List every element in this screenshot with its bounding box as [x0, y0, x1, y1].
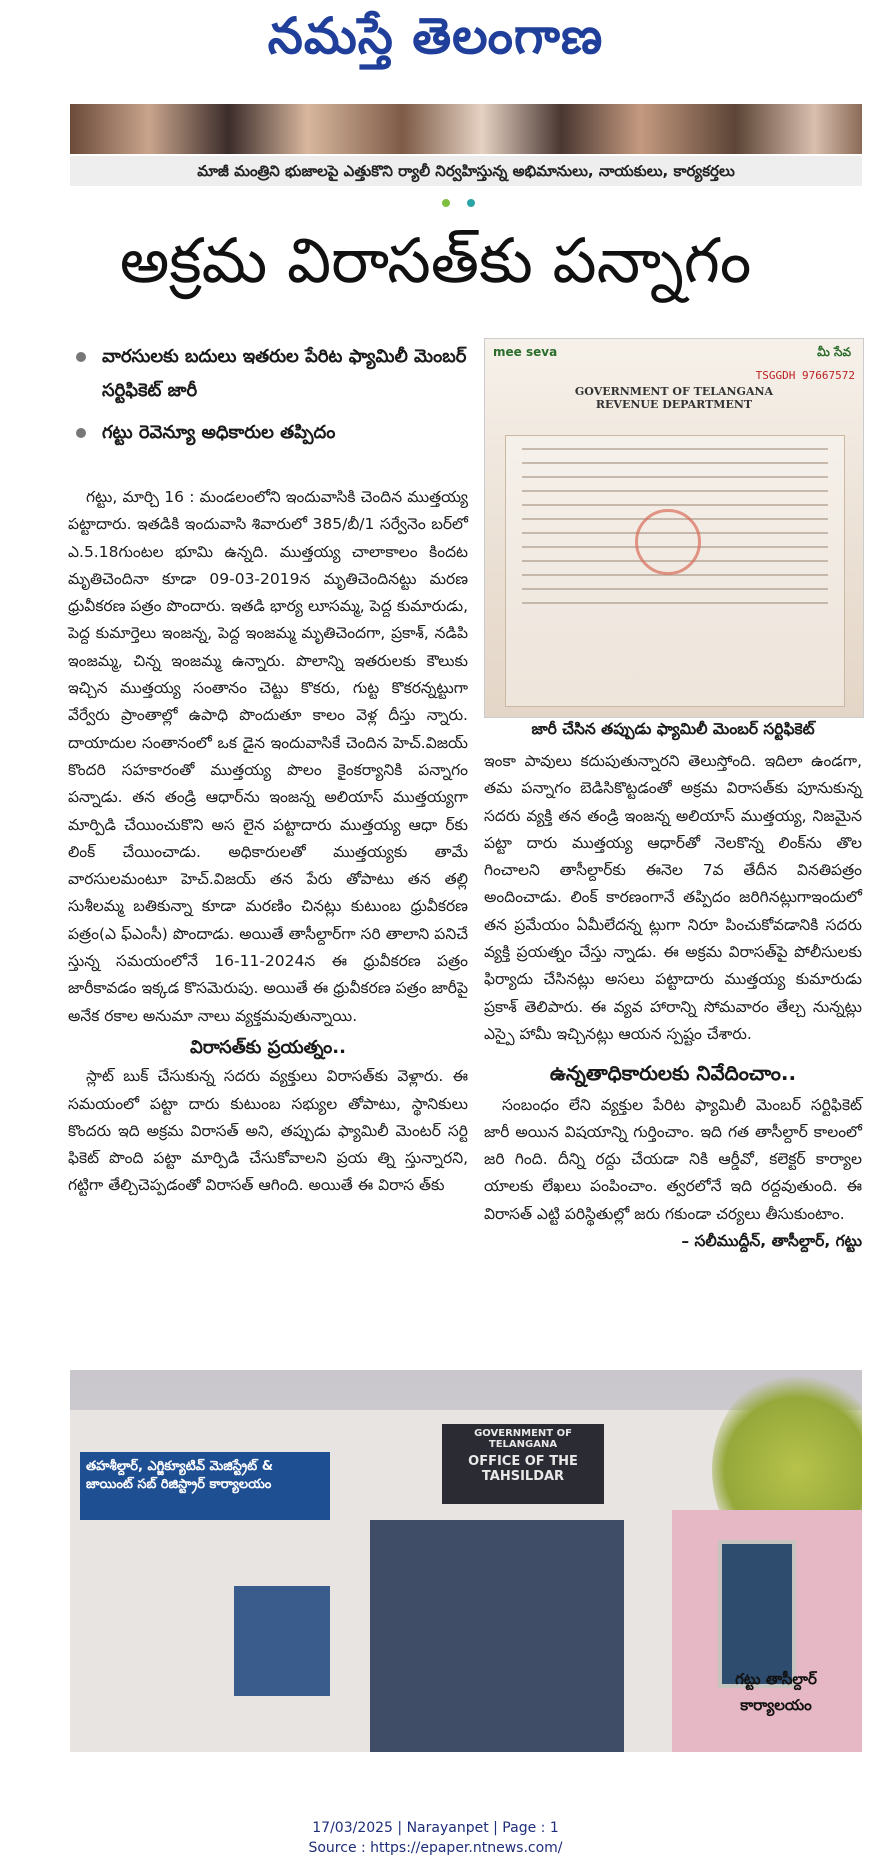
notice-board	[234, 1586, 330, 1696]
footer-source-line: Source : https://epaper.ntnews.com/	[308, 1840, 563, 1856]
bullet-point: వారసులకు బదులు ఇతరుల పేరిట ఫ్యామిలీ మెంబర్ సర్టిఫికెట్ జారీ	[68, 340, 468, 408]
certificate-dept-line: REVENUE DEPARTMENT	[595, 398, 753, 411]
divider-dot	[442, 199, 450, 207]
footer-date-line: 17/03/2025 | Narayanpet | Page : 1	[312, 1820, 559, 1836]
office-sign-telugu: తహశీల్దార్, ఎగ్జిక్యూటివ్ మెజిస్ట్రేట్ & జాయింట్ సబ్ రిజిస్ట్రార్ కార్యాలయం	[80, 1452, 330, 1520]
quote-author: – సలీముద్దీన్, తాసీల్దార్, గట్టు	[681, 1232, 862, 1251]
office-sign-line: OFFICE OF THE TAHSILDAR	[468, 1454, 578, 1484]
caption-line: గట్టు తాసీల్దార్	[735, 1670, 817, 1688]
certificate-gov-line: GOVERNMENT OF TELANGANA	[574, 385, 774, 398]
certificate-caption: జారీ చేసిన తప్పుడు ఫ్యామిలీ మెంబర్ సర్టిఫికెట్	[531, 720, 815, 738]
quote-paragraph: సంబంధం లేని వ్యక్తుల పేరిట ఫ్యామిలీ మెంబర్ సర్టిఫికెట్ జారీ అయిన విషయాన్ని గుర్తించాం. ఇది గత తాసీల్దార్ కాలంలో జరి గింది. దీన్ని రద్దు చేయడా నికి ఆర్డీవో, కలెక్టర్ కార్యాల యాలకు లేఖలు పంపించాం. త్వరలోనే ఇది రద్దవుతుంది. ఈ విరాసత్ ఎట్టి పరిస్థితుల్లో జరు గకుండా చర్యలు తీసుకుంటాం.	[484, 1095, 862, 1223]
office-photo-caption	[690, 1666, 862, 1718]
certificate-header	[485, 385, 863, 411]
headline: అక్రమ విరాసత్‌కు పన్నాగం	[119, 224, 752, 297]
divider-dots	[436, 192, 481, 211]
bullet-point: గట్టు రెవెన్యూ అధికారుల తప్పిదం	[68, 416, 468, 450]
bullet-list	[68, 340, 468, 458]
seal-icon	[635, 509, 701, 575]
caption-line: కార్యాలయం	[740, 1696, 812, 1714]
subheading: విరాసత్‌కు ప్రయత్నం..	[190, 1036, 346, 1058]
certificate-photo	[484, 338, 864, 718]
certificate-code: TSGGDH 97667572	[755, 369, 855, 382]
meeseva-logo-telugu: మీ సేవ	[817, 345, 851, 359]
article-right-column	[484, 748, 862, 1255]
article-left-column	[68, 484, 468, 1200]
meeseva-logo: mee seva	[493, 345, 558, 359]
subheading: ఉన్నతాధికారులకు నివేదించాం..	[549, 1061, 797, 1086]
office-door	[370, 1520, 624, 1752]
divider-dot	[467, 199, 475, 207]
top-photo-caption: మాజీ మంత్రిని భుజాలపై ఎత్తుకొని ర్యాలీ నిర్వహిస్తున్న అభిమానులు, నాయకులు, కార్యకర్తలు	[70, 156, 862, 186]
article-paragraph: స్లాట్ బుక్ చేసుకున్న సదరు వ్యక్తులు విరాసత్‌కు వెళ్లారు. ఈ సమయంలో పట్టా దారు కుటుంబ సభ్యుల తోపాటు, స్థానికులు కొందరు ఇది అక్రమ విరాసత్ అని, తప్పుడు ఫ్యామిలీ మెంటర్ సర్టి ఫికెట్ పొంది పట్టా మార్పిడి చేసుకోవాలని ప్రయ త్ని స్తున్నారని, గట్టిగా తేల్చిచెప్పడంతో విరాసత్ ఆగింది. అయితే ఈ విరాస త్‌కు	[68, 1067, 468, 1195]
top-photo	[70, 104, 862, 154]
article-paragraph: గట్టు, మార్చి 16 : మండలంలోని ఇందువాసికి చెందిన ముత్తయ్య పట్టాదారు. ఇతడికి ఇందువాసి శివారులో 385/బీ/1 సర్వేనెం బర్‌లో ఎ.5.18గుంటల భూమి ఉన్నది. ముత్తయ్య చాలాకాలం కిందట మృతిచెందినా కూడా 09-03-2019న మృతిచెందినట్టు మరణ ధ్రువీకరణ పత్రం పొందారు. ఇతడి భార్య లూసమ్మ, పెద్ద కుమారుడు, పెద్ద కుమార్తెలు ఇంజన్న, పెద్ద ఇంజమ్మ మృతిచెందగా, ప్రకాశ్, నడిపి ఇంజమ్మ, చిన్న ఇంజమ్మ ఉన్నారు. పొలాన్ని ఇతరులకు కౌలుకు ఇచ్చిన ముత్తయ్య సంతానం చెట్టు కొకరు, గుట్ట కొకరన్నట్టుగా వేర్వేరు ప్రాంతాల్లో ఉపాధి పొందుతూ కాలం వెళ్ల దీస్తు న్నారు. దాయాదుల సంతానంలో ఒక డైన ఇందువాసికే చెందిన హెచ్.విజయ్ కొందరి సహకారంతో ముత్తయ్య పొలం కైంకర్యానికి పన్నాగం పన్నాడు. తన తండ్రి ఆధార్‌ను ఇంజన్న అలియాస్ ముత్తయ్యగా మార్పిడి చేయించుకొని అస లైన పట్టాదారు ముత్తయ్య ఆధా ర్‌కు లింక్ చేయించాడు. అధికారులతో ముత్తయ్యకు తామే వారసులమంటూ హెచ్.విజయ్ తన పేరు తోపాటు తన తల్లి సుశీలమ్మ బతికున్నా కూడా మరణిం చినట్లు కుటుంబ ధ్రువీకరణ పత్రం(ఎ ఫ్‌ఎంసీ) పొందాడు. అయితే తాసీల్దార్‌గా సరి తాలాని పనిచే స్తున్న సమయంలోనే 16-11-2024న ఈ ధ్రువీకరణ పత్రం జారీకావడం ఇక్కడ కొసమెరుపు. అయితే ఈ ధ్రువీకరణ పత్రం జారీపై అనేక రకాల అనుమా నాలు వ్యక్తమవుతున్నాయి.	[68, 488, 468, 1025]
office-sign-line: GOVERNMENT OF TELANGANA	[474, 1428, 572, 1450]
article-paragraph: ఇంకా పావులు కదుపుతున్నారని తెలుస్తోంది. ఇదిలా ఉండగా, తమ పన్నాగం బెడిసికొట్టడంతో అక్రమ విరాసత్‌కు పూనుకున్న సదరు వ్యక్తి తన తండ్రి ఇంజన్న అలియాస్ ముత్తయ్య, నిజమైన పట్టా దారు ముత్తయ్య ఆధార్‌తో నెలకొన్న లింక్‌ను తొల గించాలని తాసీల్దార్‌కు ఈనెల 7వ తేదీన వినతిపత్రం అందించాడు. లింక్ కారణంగానే తప్పిదం జరిగినట్లుగాఇందులో తన ప్రమేయం ఏమీలేదన్న ట్లుగా నిరూ పించుకోవడానికి సదరు వ్యక్తి ప్రయత్నం చేస్తు న్నాడు. ఈ అక్రమ విరాసత్‌పై పోలీసులకు ఫిర్యాదు చేసినట్లు అసలు పట్టాదారు ముత్తయ్య కుమారుడు ప్రకాశ్ తెలిపారు. ఈ వ్యవ హారాన్ని సోమవారం తేల్చ నున్నట్లు ఎస్పై హామీ ఇచ్చినట్లు ఆయన స్పష్టం చేశారు.	[484, 752, 862, 1043]
page-footer	[0, 1818, 871, 1858]
masthead: నమస్తే తెలంగాణ	[267, 6, 604, 65]
office-sign-english	[442, 1424, 604, 1504]
